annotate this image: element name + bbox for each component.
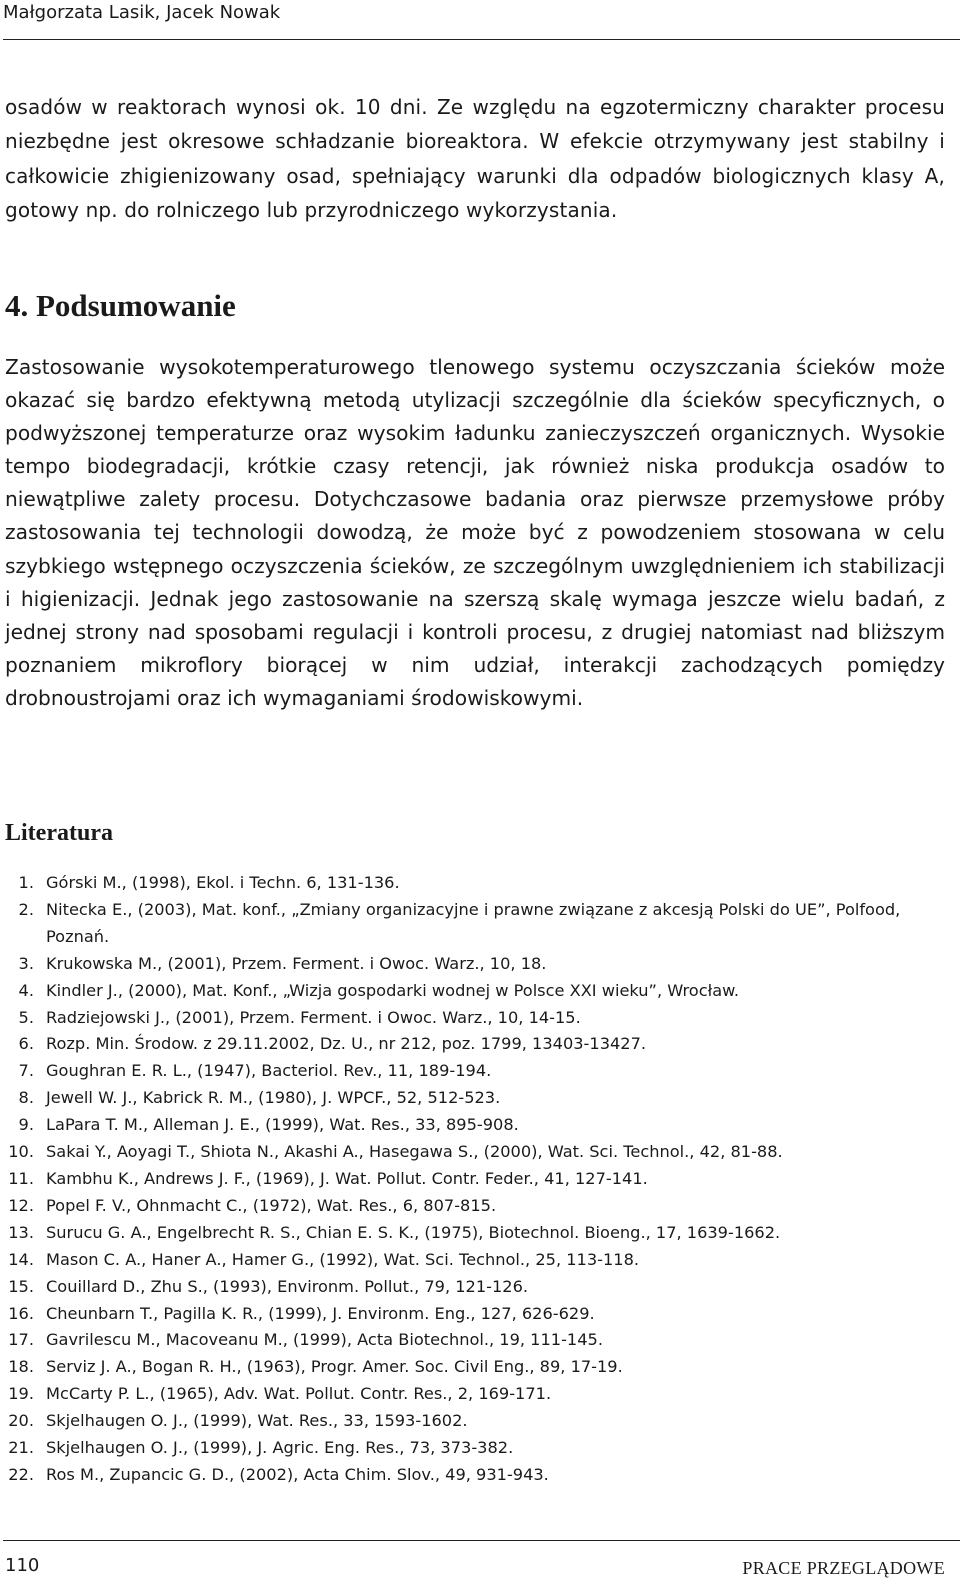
reference-text: LaPara T. M., Alleman J. E., (1999), Wat. Res., 33, 895-908. bbox=[46, 1115, 519, 1135]
reference-text: Krukowska M., (2001), Przem. Ferment. i Owoc. Warz., 10, 18. bbox=[46, 953, 547, 973]
reference-number: 20. bbox=[8, 1411, 34, 1431]
reference-number: 21. bbox=[8, 1438, 34, 1458]
reference-number: 13. bbox=[8, 1222, 34, 1242]
reference-number: 6. bbox=[18, 1034, 34, 1054]
reference-text: Górski M., (1998), Ekol. i Techn. 6, 131-136. bbox=[46, 873, 400, 892]
reference-text: Jewell W. J., Kabrick R. M., (1980), J. WPCF., 52, 512-523. bbox=[46, 1088, 501, 1108]
reference-item bbox=[0, 1274, 945, 1301]
reference-text: Skjelhaugen O. J., (1999), Wat. Res., 33, 1593-1602. bbox=[46, 1411, 468, 1431]
reference-item bbox=[0, 1139, 945, 1166]
reference-item bbox=[0, 1005, 945, 1032]
reference-number: 17. bbox=[8, 1330, 34, 1350]
reference-text: Kindler J., (2000), Mat. Konf., „Wizja gospodarki wodnej w Polsce XXI wieku”, Wrocław. bbox=[46, 980, 740, 1000]
reference-item bbox=[0, 1193, 945, 1220]
reference-text: Nitecka E., (2003), Mat. konf., „Zmiany organizacyjne i prawne związane z akcesją Polski do UE”, Polfood, Poznań. bbox=[46, 899, 901, 946]
reference-number: 1. bbox=[18, 873, 34, 892]
running-head-authors: Małgorzata Lasik, Jacek Nowak bbox=[3, 2, 281, 23]
reference-text: Mason C. A., Haner A., Hamer G., (1992), Wat. Sci. Technol., 25, 113-118. bbox=[46, 1249, 640, 1269]
reference-number: 15. bbox=[8, 1276, 34, 1296]
literature-heading: Literatura bbox=[5, 820, 113, 846]
reference-item bbox=[0, 1058, 945, 1085]
reference-item bbox=[0, 1112, 945, 1139]
journal-section-label: PRACE PRZEGLĄDOWE bbox=[742, 1558, 945, 1578]
reference-list bbox=[0, 870, 945, 1489]
reference-item bbox=[0, 1435, 945, 1462]
reference-item bbox=[0, 1327, 945, 1354]
reference-item bbox=[0, 1408, 945, 1435]
reference-number: 14. bbox=[8, 1249, 34, 1269]
reference-item bbox=[0, 1031, 945, 1058]
reference-number: 2. bbox=[18, 899, 34, 919]
reference-number: 4. bbox=[18, 980, 34, 1000]
reference-text: Gavrilescu M., Macoveanu M., (1999), Acta Biotechnol., 19, 111-145. bbox=[46, 1330, 603, 1350]
reference-number: 18. bbox=[8, 1357, 34, 1377]
reference-number: 8. bbox=[18, 1088, 34, 1108]
reference-item bbox=[0, 1462, 945, 1489]
reference-text: Surucu G. A., Engelbrecht R. S., Chian E. S. K., (1975), Biotechnol. Bioeng., 17, 1639-1662. bbox=[46, 1222, 781, 1242]
reference-item bbox=[0, 870, 945, 897]
reference-text: Couillard D., Zhu S., (1993), Environm. Pollut., 79, 121-126. bbox=[46, 1276, 529, 1296]
reference-item bbox=[0, 1247, 945, 1274]
reference-text: Rozp. Min. Środow. z 29.11.2002, Dz. U., nr 212, poz. 1799, 13403-13427. bbox=[46, 1034, 647, 1054]
reference-number: 11. bbox=[8, 1168, 34, 1188]
reference-text: Ros M., Zupancic G. D., (2002), Acta Chim. Slov., 49, 931-943. bbox=[46, 1464, 549, 1484]
reference-text: Cheunbarn T., Pagilla K. R., (1999), J. Environm. Eng., 127, 626-629. bbox=[46, 1303, 595, 1323]
reference-number: 7. bbox=[18, 1061, 34, 1081]
reference-item bbox=[0, 897, 945, 951]
reference-item bbox=[0, 1166, 945, 1193]
reference-item bbox=[0, 1220, 945, 1247]
body-paragraph-1: osadów w reaktorach wynosi ok. 10 dni. Ze względu na egzotermiczny charakter procesu niezbędne jest okresowe schładzanie bioreaktora. W efekcie otrzymywany jest stabilny i całkowicie zhigienizowany osad, spełniający warunki dla odpadów biologicznych klasy A, gotowy np. do rolniczego lub przyrodniczego wykorzystania. bbox=[5, 95, 945, 222]
reference-number: 10. bbox=[8, 1142, 34, 1162]
body-paragraph-2: Zastosowanie wysokotemperaturowego tlenowego systemu oczyszczania ścieków może okazać się bardzo efektywną metodą utylizacji szczególnie dla ścieków specyficznych, o podwyższonej temperaturze oraz wysokim ładunku zanieczyszczeń organicznych. Wysokie tempo biodegradacji, krótkie czasy retencji, jak również niska produkcja osadów to niewątpliwe zalety procesu. Dotychczasowe badania oraz pierwsze przemysłowe próby zastosowania tej technologii dowodzą, że może być z powodzeniem stosowana w celu szybkiego wstępnego oczyszczenia ścieków, ze szczególnym uwzględnieniem ich stabilizacji i higienizacji. Jednak jego zastosowanie na szerszą skalę wymaga jeszcze wielu badań, z jednej strony nad sposobami regulacji i kontroli procesu, z drugiej natomiast nad bliższym poznaniem mikroflory biorącej w nim udział, interakcji zachodzących pomiędzy drobnoustrojami oraz ich wymaganiami środowiskowymi. bbox=[5, 355, 945, 710]
page-number: 110 bbox=[5, 1555, 40, 1576]
reference-item bbox=[0, 1381, 945, 1408]
reference-number: 19. bbox=[8, 1384, 34, 1404]
reference-number: 16. bbox=[8, 1303, 34, 1323]
reference-text: Serviz J. A., Bogan R. H., (1963), Progr. Amer. Soc. Civil Eng., 89, 17-19. bbox=[46, 1357, 623, 1377]
reference-text: Popel F. V., Ohnmacht C., (1972), Wat. Res., 6, 807-815. bbox=[46, 1195, 497, 1215]
reference-text: Sakai Y., Aoyagi T., Shiota N., Akashi A., Hasegawa S., (2000), Wat. Sci. Technol., 42, 81-88. bbox=[46, 1142, 783, 1162]
reference-text: Goughran E. R. L., (1947), Bacteriol. Rev., 11, 189-194. bbox=[46, 1061, 492, 1081]
reference-number: 22. bbox=[8, 1464, 34, 1484]
reference-item bbox=[0, 951, 945, 978]
section-heading: 4. Podsumowanie bbox=[5, 288, 236, 323]
running-head bbox=[3, 0, 960, 40]
reference-number: 3. bbox=[18, 953, 34, 973]
reference-text: Skjelhaugen O. J., (1999), J. Agric. Eng. Res., 73, 373-382. bbox=[46, 1438, 514, 1458]
reference-item bbox=[0, 1085, 945, 1112]
reference-number: 9. bbox=[18, 1115, 34, 1135]
reference-number: 5. bbox=[18, 1007, 34, 1027]
reference-item bbox=[0, 1354, 945, 1381]
reference-item bbox=[0, 1301, 945, 1328]
reference-text: Radziejowski J., (2001), Przem. Ferment. i Owoc. Warz., 10, 14-15. bbox=[46, 1007, 581, 1027]
page-footer bbox=[3, 1540, 960, 1593]
reference-number: 12. bbox=[8, 1195, 34, 1215]
reference-text: Kambhu K., Andrews J. F., (1969), J. Wat. Pollut. Contr. Feder., 41, 127-141. bbox=[46, 1168, 648, 1188]
reference-item bbox=[0, 978, 945, 1005]
reference-text: McCarty P. L., (1965), Adv. Wat. Pollut. Contr. Res., 2, 169-171. bbox=[46, 1384, 552, 1404]
